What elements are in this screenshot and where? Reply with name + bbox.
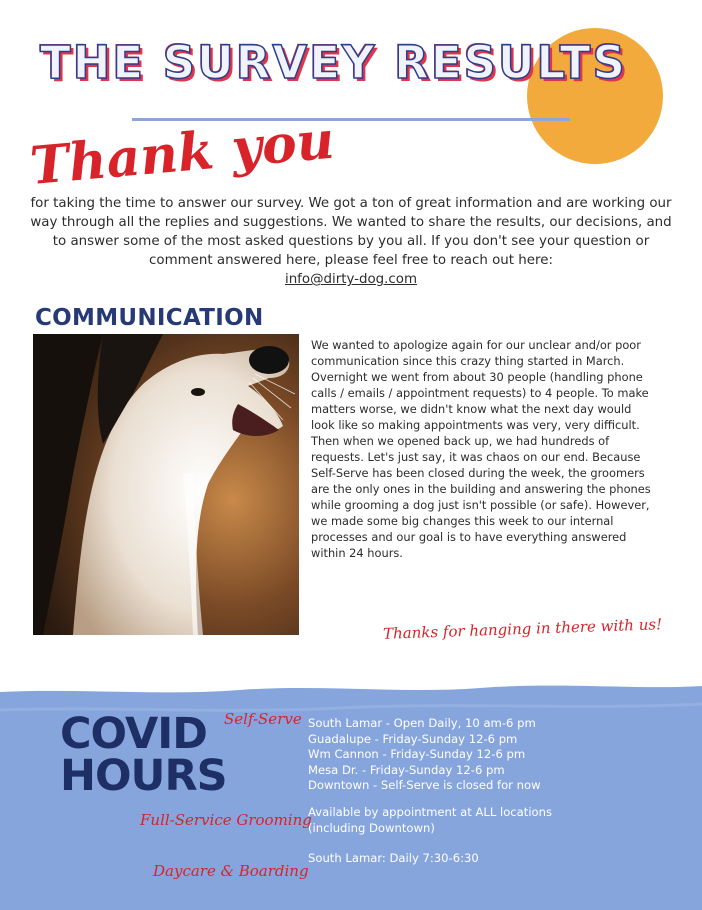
- page-title: THE SURVEY RESULTS: [40, 36, 627, 89]
- full-service-grooming-label: Full-Service Grooming: [140, 811, 312, 829]
- daycare-boarding-label: Daycare & Boarding: [153, 862, 309, 880]
- intro-paragraph: [30, 194, 672, 289]
- covid-title-line: HOURS: [60, 751, 227, 801]
- covid-title-line: COVID: [60, 709, 207, 759]
- hours-line: South Lamar: Daily 7:30-6:30: [308, 851, 479, 865]
- contact-email-link[interactable]: info@dirty-dog.com: [284, 272, 418, 287]
- covid-hours-title: [60, 709, 227, 801]
- communication-body: [311, 337, 656, 561]
- thank-you-heading: Thank you: [27, 109, 337, 197]
- intro-text: for taking the time to answer our survey. We got a ton of great information and are working our way through all the replies and suggestions. We wanted to share the results, our decisions, and to answer some of the most asked questions by you all. If you don't see your question or comment answered here, please feel free to reach out here:: [30, 196, 672, 268]
- communication-paragraph: We wanted to apologize again for our unclear and/or poor communication since this crazy thing started in March.: [311, 338, 641, 368]
- thanks-script-note: Thanks for hanging in there with us!: [382, 615, 663, 643]
- communication-heading: COMMUNICATION: [35, 305, 264, 331]
- self-serve-hours: [308, 716, 541, 794]
- hours-line: Guadalupe - Friday-Sunday 12-6 pm: [308, 731, 518, 746]
- full-service-hours: [308, 805, 552, 836]
- howling-dog-photo: [33, 334, 299, 635]
- daycare-hours: [308, 851, 479, 867]
- hours-line: Mesa Dr. - Friday-Sunday 12-6 pm: [308, 762, 505, 777]
- hours-line: Wm Cannon - Friday-Sunday 12-6 pm: [308, 747, 526, 761]
- self-serve-label: Self-Serve: [224, 710, 302, 728]
- hours-line: Downtown - Self-Serve is closed for now: [308, 778, 541, 792]
- hours-line: (including Downtown): [308, 820, 435, 835]
- hours-line: Available by appointment at ALL locations: [308, 805, 553, 819]
- communication-paragraph: Overnight we went from about 30 people (handling phone calls / emails / appointment requests) to 4 people. To make matters worse, we didn't know what the next day would look like so making appointments was very, very difficult. Then when we opened back up, we had hundreds of requests. Let's just say, it was chaos on our end. Because Self-Serve has been closed during the week, the groomers are the only ones in the building and answering the phones while grooming a dog just isn't possible (or safe). However, we made some big changes this week to our internal processes and our goal is to have everything answered within 24 hours.: [311, 370, 651, 560]
- hours-line: South Lamar - Open Daily, 10 am-6 pm: [308, 716, 536, 730]
